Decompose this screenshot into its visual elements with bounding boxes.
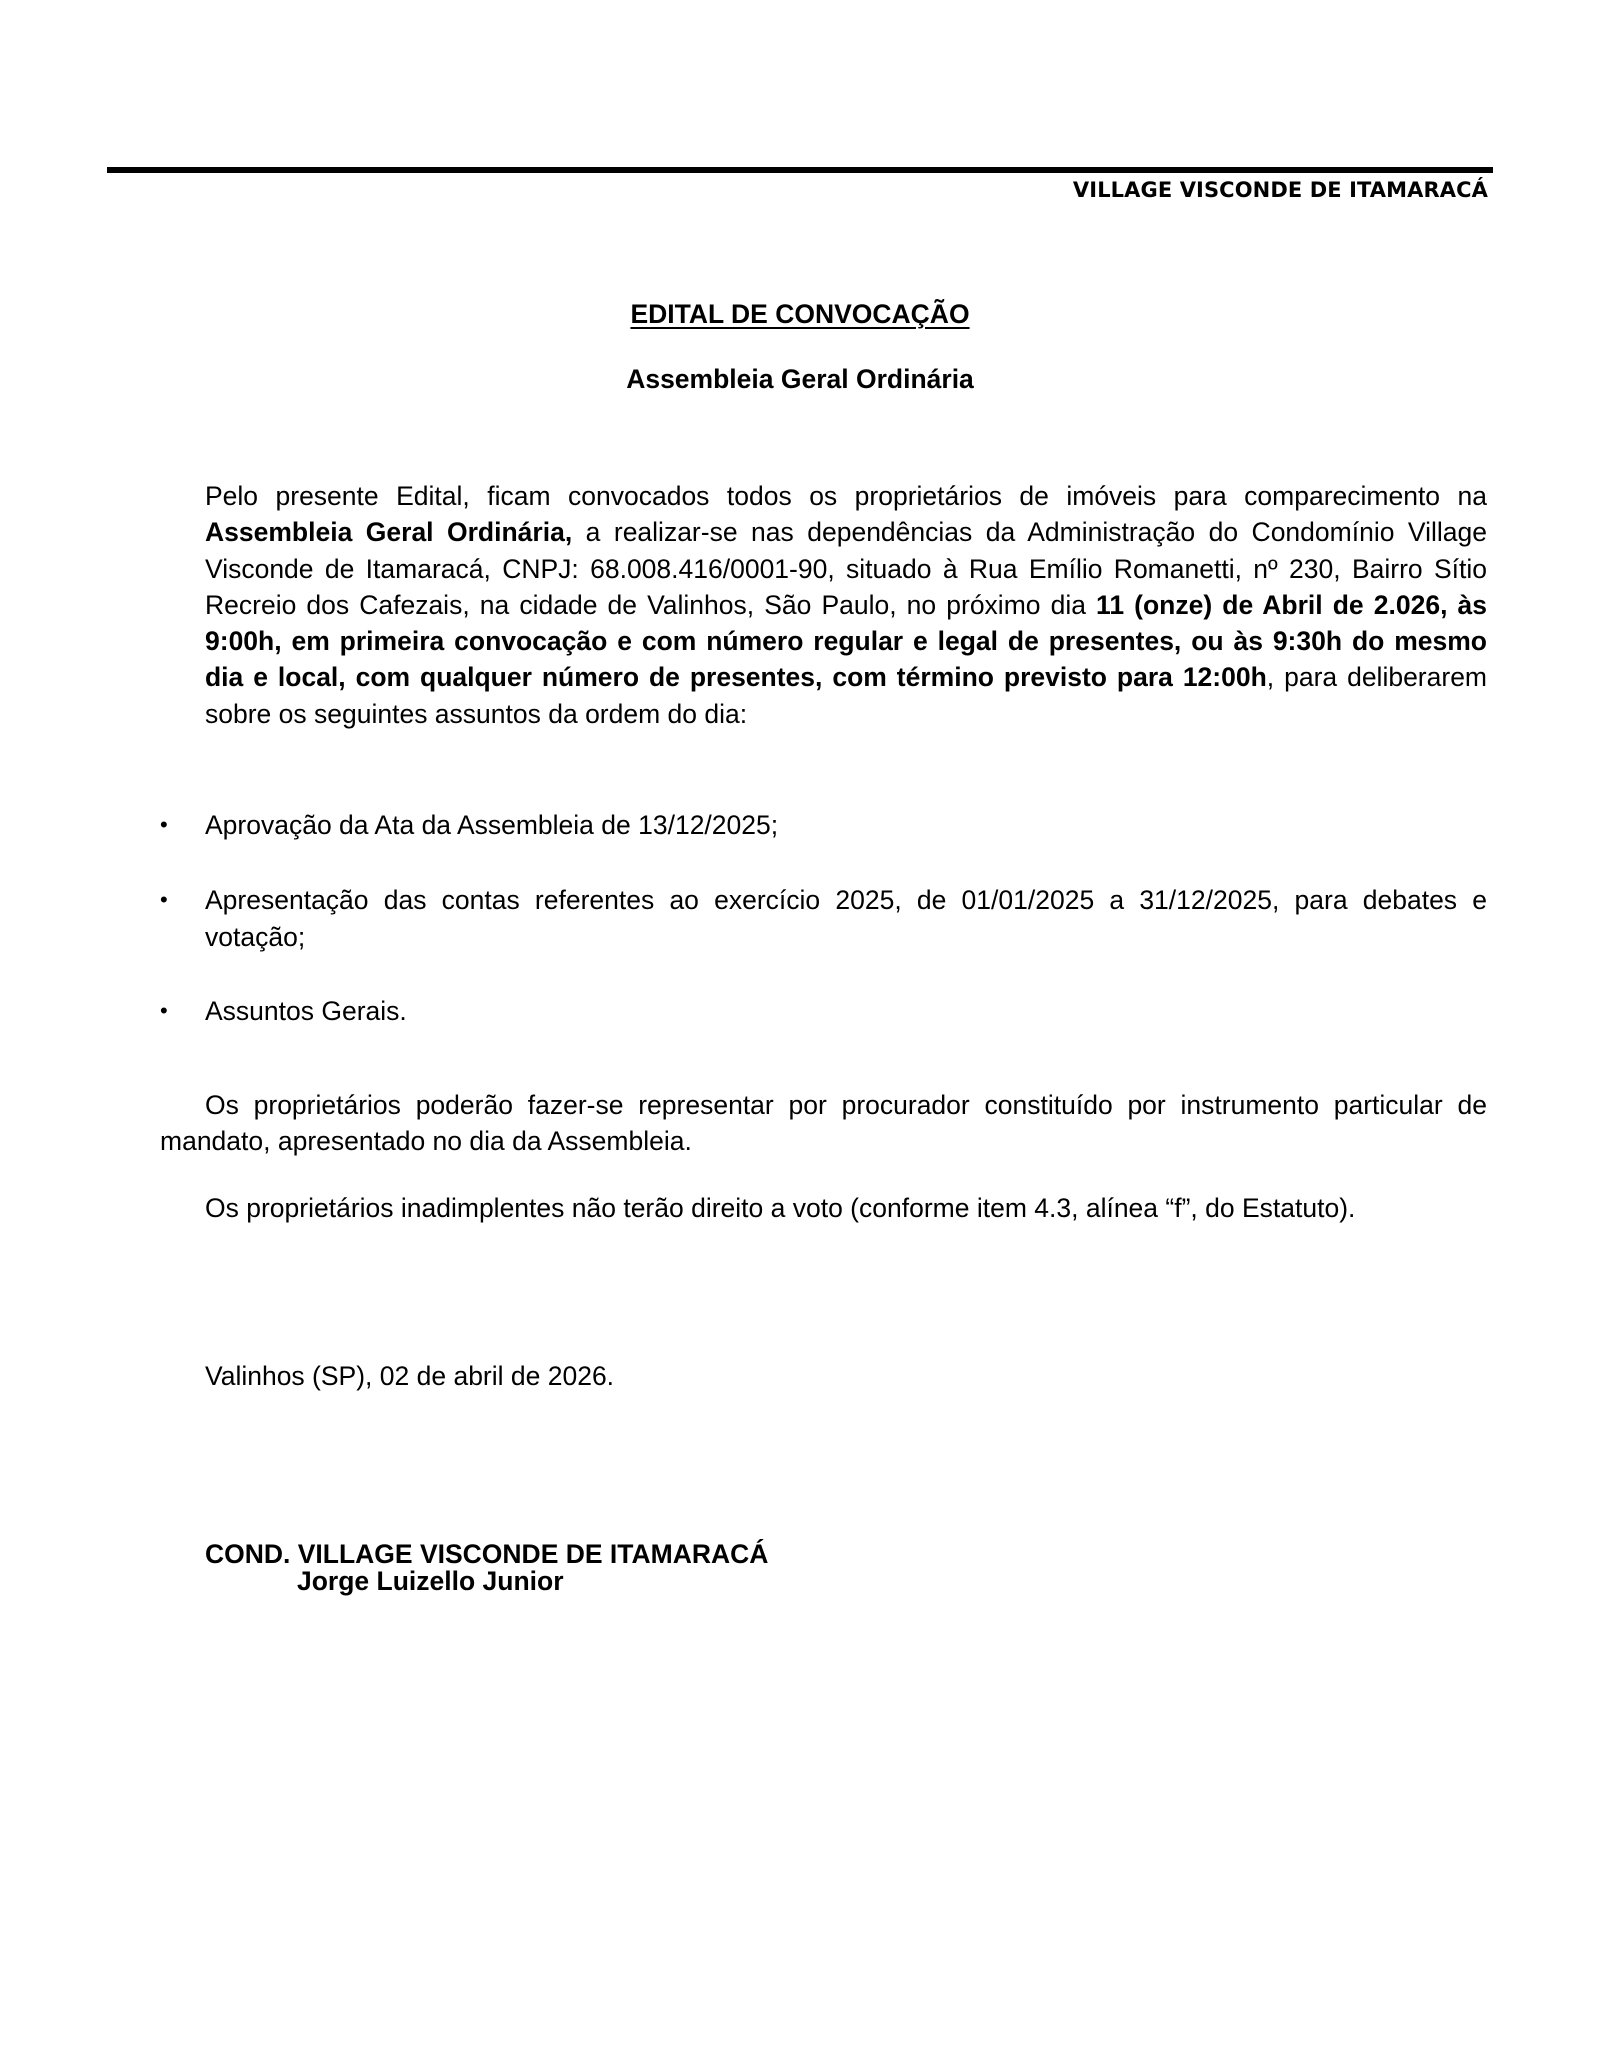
intro-bold-1: Assembleia Geral Ordinária, bbox=[205, 517, 573, 548]
header-org-name: VILLAGE VISCONDE DE ITAMARACÁ bbox=[1072, 178, 1488, 202]
agenda-list bbox=[160, 807, 1487, 1029]
agenda-item-text: Aprovação da Ata da Assembleia de 13/12/2025; bbox=[205, 810, 779, 840]
intro-text-3: , para deliberarem sobre os seguintes assuntos da ordem do dia: bbox=[205, 662, 1488, 729]
intro-text-1: Pelo presente Edital, ficam convocados todos os proprietários de imóveis para comparecimento na bbox=[205, 481, 1487, 511]
signature-name: Jorge Luizello Junior bbox=[297, 1566, 564, 1596]
document-title: EDITAL DE CONVOCAÇÃO bbox=[630, 299, 970, 329]
bullet-icon: • bbox=[160, 997, 168, 1023]
place-date: Valinhos (SP), 02 de abril de 2026. bbox=[205, 1361, 615, 1391]
agenda-item bbox=[160, 993, 1487, 1029]
voting-paragraph: Os proprietários inadimplentes não terão direito a voto (conforme item 4.3, alínea “f”, do Estatuto). bbox=[205, 1193, 1356, 1223]
agenda-item-text: Apresentação das contas referentes ao exercício 2025, de 01/01/2025 a 31/12/2025, para debates e votação; bbox=[205, 885, 1487, 952]
intro-paragraph bbox=[205, 478, 1487, 732]
bullet-icon: • bbox=[160, 887, 168, 913]
proxy-paragraph: Os proprietários poderão fazer-se representar por procurador constituído por instrumento particular de mandato, apresentado no dia da Assembleia. bbox=[160, 1090, 1487, 1157]
bullet-icon: • bbox=[160, 812, 168, 837]
document-subtitle: Assembleia Geral Ordinária bbox=[626, 364, 974, 394]
intro-bold-2: 11 (onze) de Abril de 2.026, às 9:00h, em primeira convocação e com número regular e legal de presentes, ou às 9:30h do mesmo dia e local, com qualquer número de presentes, com término previsto para 12:00h bbox=[205, 589, 1487, 693]
agenda-item bbox=[160, 807, 1487, 843]
header-rule bbox=[107, 167, 1493, 173]
agenda-item-text: Assuntos Gerais. bbox=[205, 995, 407, 1026]
signature-organization: COND. VILLAGE VISCONDE DE ITAMARACÁ bbox=[205, 1539, 769, 1569]
agenda-item bbox=[160, 882, 1487, 955]
intro-text-2: a realizar-se nas dependências da Administração do Condomínio Village Visconde de Itamaracá, CNPJ: 68.008.416/0001-90, situado à Rua Emílio Romanetti, nº 230, Bairro Sítio Recreio dos Cafezais, na cidade de Valinhos, São Paulo, no próximo dia bbox=[205, 517, 1487, 620]
